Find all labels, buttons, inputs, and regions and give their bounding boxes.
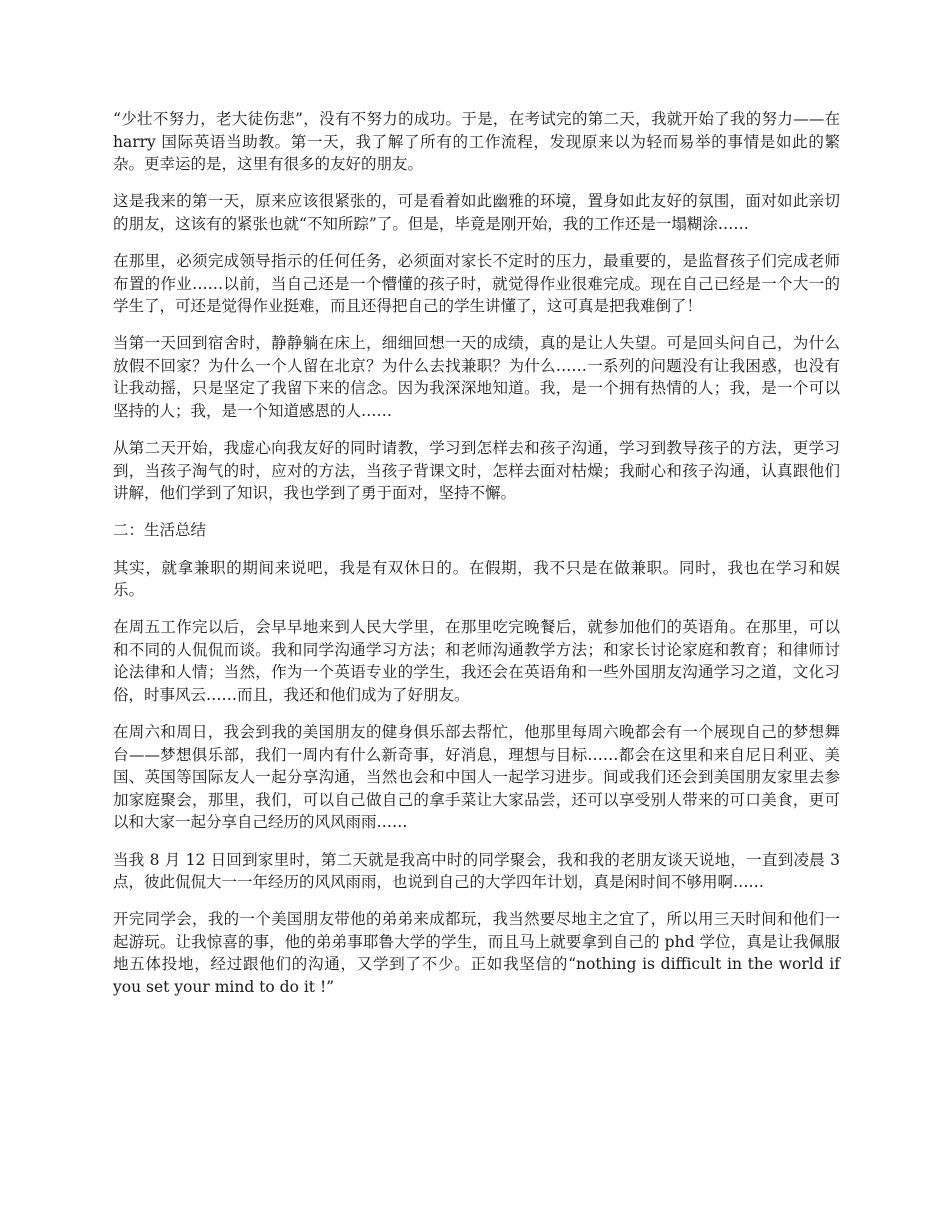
document-body — [113, 108, 840, 1013]
paragraph: 在周五工作完以后，会早早地来到人民大学里，在那里吃完晚餐后，就参加他们的英语角。在那里，可以和不同的人侃侃而谈。我和同学沟通学习方法；和老师沟通教学方法；和家长讨论家庭和教育；和律师讨论法律和人情；当然，作为一个英语专业的学生，我还会在英语角和一些外国朋友沟通学习之道，文化习俗，时事风云……而且，我还和他们成为了好朋友。 — [113, 618, 840, 704]
paragraph: 从第二天开始，我虚心向我友好的同时请教，学习到怎样去和孩子沟通，学习到教导孩子的方法，更学习到，当孩子淘气的时，应对的方法，当孩子背课文时，怎样去面对枯燥；我耐心和孩子沟通，认真跟他们讲解，他们学到了知识，我也学到了勇于面对，坚持不懈。 — [113, 439, 840, 503]
section-heading: 二：生活总结 — [113, 521, 207, 540]
paragraph: 当第一天回到宿舍时，静静躺在床上，细细回想一天的成绩，真的是让人失望。可是回头问自己，为什么放假不回家？为什么一个人留在北京？为什么去找兼职？为什么……一系列的问题没有让我困惑，也没有让我动摇，只是坚定了我留下来的信念。因为我深深地知道。我，是一个拥有热情的人；我，是一个可以坚持的人；我，是一个知道感恩的人…… — [113, 334, 840, 421]
paragraph: 在那里，必须完成领导指示的任何任务，必须面对家长不定时的压力，最重要的，是监督孩子们完成老师布置的作业……以前，当自己还是一个懵懂的孩子时，就觉得作业很难完成。现在自己已经是一个大一的学生了，可还是觉得作业挺难，而且还得把自己的学生讲懂了，这可真是把我难倒了！ — [113, 251, 840, 316]
paragraph: 当我 8 月 12 日回到家里时，第二天就是我高中时的同学聚会，我和我的老朋友谈天说地，一直到凌晨 3 点，彼此侃侃大一一年经历的风风雨雨，也说到自己的大学四年计划，真是闲时间不够用啊…… — [113, 850, 840, 892]
paragraph: 其实，就拿兼职的期间来说吧，我是有双休日的。在假期，我不只是在做兼职。同时，我也在学习和娱乐。 — [113, 558, 840, 600]
paragraph: 在周六和周日，我会到我的美国朋友的健身俱乐部去帮忙，他那里每周六晚都会有一个展现自己的梦想舞台——梦想俱乐部，我们一周内有什么新奇事，好消息，理想与目标……都会在这里和来自尼日利亚、美国、英国等国际友人一起分享沟通，当然也会和中国人一起学习进步。间或我们还会到美国朋友家里去参加家庭聚会，那里，我们，可以自己做自己的拿手菜让大家品尝，还可以享受别人带来的可口美食，更可以和大家一起分享自己经历的风风雨雨…… — [113, 723, 840, 832]
paragraph: 开完同学会，我的一个美国朋友带他的弟弟来成都玩，我当然要尽地主之宜了，所以用三天时间和他们一起游玩。让我惊喜的事，他的弟弟事耶鲁大学的学生，而且马上就要拿到自己的 phd 学位，真是让我佩服地五体投地，经过跟他们的沟通，又学到了不少。正如我坚信的“nothing is difficult in the world if you set your mind to do it !” — [113, 910, 840, 996]
paragraph: “少壮不努力，老大徒伤悲”，没有不努力的成功。于是，在考试完的第二天，我就开始了我的努力——在 harry 国际英语当助教。第一天，我了解了所有的工作流程，发现原来以为轻而易举的事情是如此的繁杂。更幸运的是，这里有很多的友好的朋友。 — [113, 110, 840, 174]
paragraph: 这是我来的第一天，原来应该很紧张的，可是看着如此幽雅的环境，置身如此友好的氛围，面对如此亲切的朋友，这该有的紧张也就“不知所踪”了。但是，毕竟是刚开始，我的工作还是一塌糊涂…… — [113, 192, 840, 233]
